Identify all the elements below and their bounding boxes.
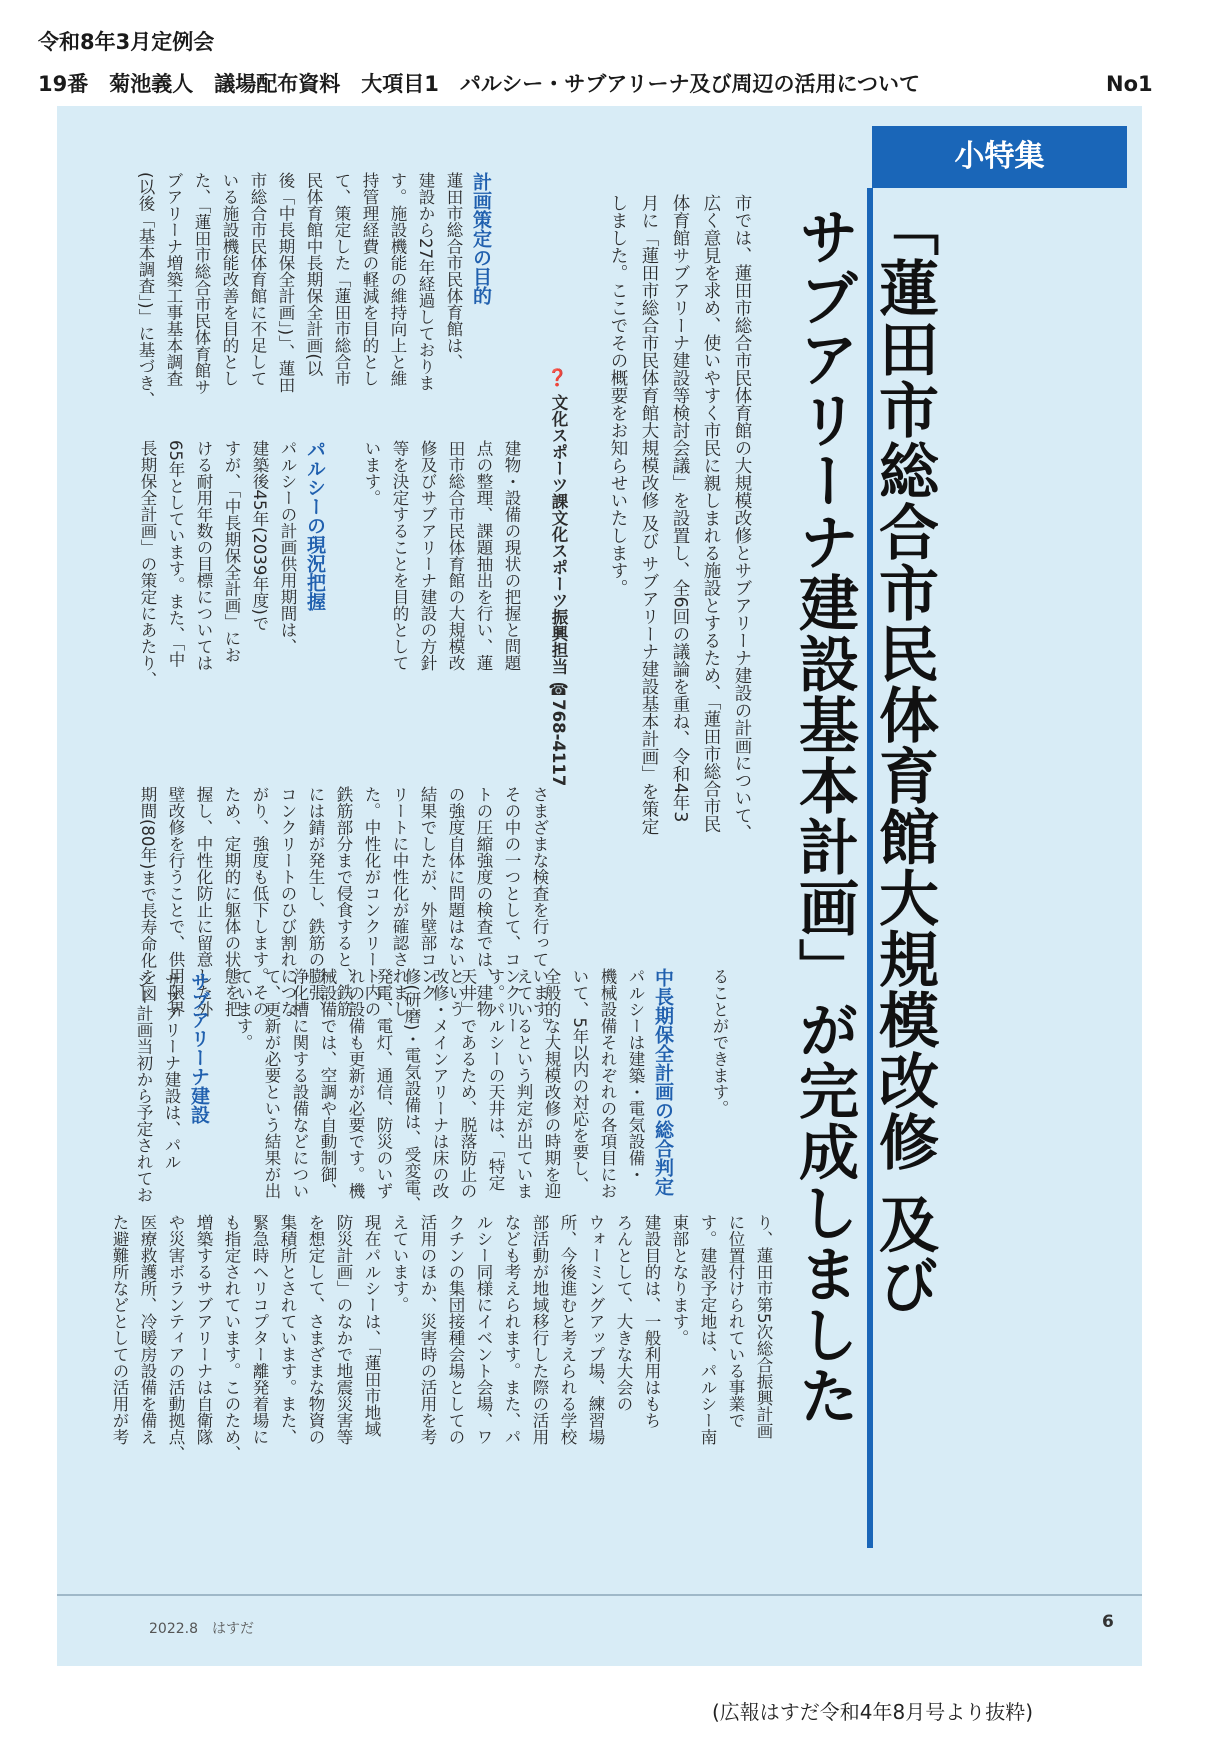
text-line: 鉄筋部分まで侵食すると、鉄筋 [334, 786, 353, 1017]
text-line: えています。 [390, 1214, 409, 1313]
lower-column-c [133, 972, 213, 1202]
text-line: り、蓮田市第5次総合振興計画 [754, 1214, 773, 1439]
text-line: ため、定期的に躯体の状態を把 [222, 786, 241, 1017]
meeting-title: 令和8年3月定例会 [38, 30, 215, 54]
text-line: 改修・メインアリーナは床の改 [430, 968, 449, 1199]
text-line: 浄化槽に関する設備などについ [290, 968, 309, 1199]
text-line: 所、今後進むと考えられる学校 [558, 1214, 577, 1445]
text-line: 市総合市民体育館に不足して [248, 172, 267, 387]
section-heading: サブアリーナ建設 [188, 972, 210, 1124]
text-line: 活用のほか、災害時の活用を考 [418, 1214, 437, 1445]
text-line: を想定して、さまざまな物資の [306, 1214, 325, 1445]
document-subtitle: 19番 菊池義人 議場配布資料 大項目1 パルシー・サブアリーナ及び周辺の活用について [38, 72, 921, 96]
text-line: えているという判定が出ていま [514, 968, 533, 1199]
text-line: クチンの集団接種会場としての [446, 1214, 465, 1445]
text-line: 建築後45年(2039年度)で [250, 440, 269, 632]
text-line: す。建設予定地は、パルシー南 [698, 1214, 717, 1445]
text-line: サブアリーナ建設は、パル [162, 972, 181, 1170]
text-line: て、策定した「蓮田市総合市 [332, 172, 351, 387]
contact-line: ❓ 文化スポーツ課文化スポーツ振興担当 ☎768-4117 [549, 368, 568, 787]
text-line: 機械設備それぞれの各項目にお [598, 968, 617, 1199]
text-line: ろんとして、大きな大会の [614, 1214, 633, 1412]
upper-column-3 [129, 172, 495, 432]
text-line: 械設備では、空調や自動制御、 [318, 968, 337, 1199]
text-line: 建設目的は、一般利用はもち [642, 1214, 661, 1429]
text-line: コンクリートのひび割れにつな [278, 786, 297, 1017]
text-line: れの設備も更新が必要です。機 [346, 968, 365, 1199]
page-bottom-rule [57, 1594, 1142, 1596]
text-line: 田市総合市民体育館の大規模改 [446, 440, 465, 671]
text-line: 全般的な大規模改修の時期を迎 [542, 968, 561, 1199]
page-number: 6 [1102, 1612, 1114, 1632]
text-line: た、「蓮田市総合市民体育館サ [192, 172, 211, 395]
text-line: ブアリーナ増築工事基本調査 [164, 172, 183, 387]
upper-column-2 [133, 440, 525, 770]
issue-label: 2022.8 はすだ [149, 1621, 254, 1637]
text-line: パルシーの計画供用期間は、 [278, 440, 297, 655]
text-line: 部活動が地域移行した際の活用 [530, 1214, 549, 1445]
text-line: 医療救護所、冷暖房設備を備え [138, 1214, 157, 1445]
text-line: ることができます。 [710, 968, 729, 1117]
text-line: 等を決定することを目的として [390, 440, 409, 671]
text-line: や災害ボランティアの活動拠点、 [166, 1214, 185, 1462]
text-line: (以後「基本調査」)」に基づき、 [136, 172, 155, 408]
text-line: ています。 [234, 968, 253, 1051]
text-line: いて、5年以内の対応を要し、 [570, 968, 589, 1193]
text-line: 現在パルシーは、「蓮田市地域 [362, 1214, 381, 1437]
text-line: 増築するサブアリーナは自衛隊 [194, 1214, 213, 1445]
text-line: その中の一つとして、コンクリー [502, 786, 521, 1034]
text-line: 民体育館中長期保全計画(以 [304, 172, 323, 377]
text-line: リートに中性化が確認されまし [390, 786, 409, 1017]
text-line: に位置付けられている事業で [726, 1214, 745, 1429]
lower-column-a [110, 1214, 777, 1584]
text-line: す。施設機能の維持向上と維 [388, 172, 407, 387]
text-line: ルシー同様にイベント会場、ワ [474, 1214, 493, 1445]
text-line: さまざまな検査を行っています。 [530, 786, 549, 1034]
text-line: 握し、中性化防止に留意した外 [194, 786, 213, 1017]
section-heading: 中長期保全計画の総合判定 [652, 968, 674, 1196]
text-line: トの圧縮強度の検査では、建物 [474, 786, 493, 1017]
text-line: 修及びサブアリーナ建設の方針 [418, 440, 437, 671]
text-line: いる施設機能改善を目的とし [220, 172, 239, 387]
text-line: 修(研磨)・電気設備は、受変電、 [402, 968, 421, 1212]
text-line: なども考えられます。また、パ [502, 1214, 521, 1445]
source-note: (広報はすだ令和4年8月号より抜粋) [712, 1700, 1034, 1724]
article-title-line2: サブアリーナ建設基本計画」が完成しました [789, 206, 859, 1426]
section-heading: 計画策定の目的 [470, 172, 492, 305]
newsletter-scan [57, 106, 1142, 1666]
text-line: 建設から27年経過しておりま [416, 172, 435, 391]
text-line: 点の整理、課題抽出を行い、蓮 [474, 440, 493, 671]
text-line: すが、「中長期保全計画」にお [222, 440, 241, 663]
text-line: ウォーミングアップ場、練習場 [586, 1214, 605, 1445]
text-line: 建物・設備の現状の把握と問題 [502, 440, 521, 671]
text-line: 結果でしたが、外壁部コンク [418, 786, 437, 1001]
text-line: も指定されています。このため、 [222, 1214, 241, 1462]
text-line: 東部となります。 [670, 1214, 689, 1346]
text-line: パルシーは建築・電気設備・ [626, 968, 645, 1183]
text-line: 持管理経費の軽減を目的とし [360, 172, 379, 387]
feature-badge: 小特集 [872, 126, 1127, 188]
text-line: 緊急時ヘリコプター離発着場に [250, 1214, 269, 1445]
text-line: の強度自体に問題はないという [446, 786, 465, 1017]
article-title-line1: 「蓮田市総合市民体育館大規模改修 及び [869, 196, 939, 1316]
text-line: がり、強度も低下します。その [250, 786, 269, 1017]
text-line: 集積所とされています。また、 [278, 1214, 297, 1445]
text-line: シー計画当初から予定されてお [134, 972, 153, 1203]
text-line: た。中性化がコンクリート内の [362, 786, 381, 1017]
text-line: 長期保全計画」の策定にあたり、 [138, 440, 157, 688]
text-line: す。パルシーの天井は、「特定 [486, 968, 505, 1191]
text-line: 壁改修を行うことで、供用限界 [166, 786, 185, 1017]
lead-paragraph: 市では、蓮田市総合市民体育館の大規模改修とサブアリーナ建設の計画について、 広く意見を求め、使いやすく市民に親しまれる施設とするため、「蓮田市総合市民 体育館サブアリーナ建設等検討会議」を設置し、全6回の議論を重ね、令和4年3 月に「蓮田市総合市民体育館大規模改修 及び サブアリーナ建設基本計画」を策定 しました。ここでその概要をお知らせいたします。 [608, 194, 752, 842]
section-heading: パルシーの現況把握 [304, 440, 326, 611]
text-line: 発電、電灯、通信、防災のいず [374, 968, 393, 1199]
text-line: 期間(80年)まで長寿命化を図 [138, 786, 157, 1002]
text-line: 防災計画」のなかで地震災害等 [334, 1214, 353, 1445]
text-line: 65年としています。また、「中 [166, 440, 185, 668]
text-line: ける耐用年数の目標については [194, 440, 213, 671]
text-line: には錆が発生し、鉄筋の膨張、 [306, 786, 325, 1017]
text-line: た避難所などとしての活用が考 [110, 1214, 129, 1445]
text-line: て、更新が必要という結果が出 [262, 968, 281, 1199]
text-line: 後「中長期保全計画」)」、蓮田 [276, 172, 295, 393]
text-line: 天井」であるため、脱落防止の [458, 968, 477, 1199]
text-line: います。 [362, 440, 381, 506]
text-line: 蓮田市総合市民体育館は、 [444, 172, 463, 370]
document-number: No1 [1106, 72, 1153, 96]
